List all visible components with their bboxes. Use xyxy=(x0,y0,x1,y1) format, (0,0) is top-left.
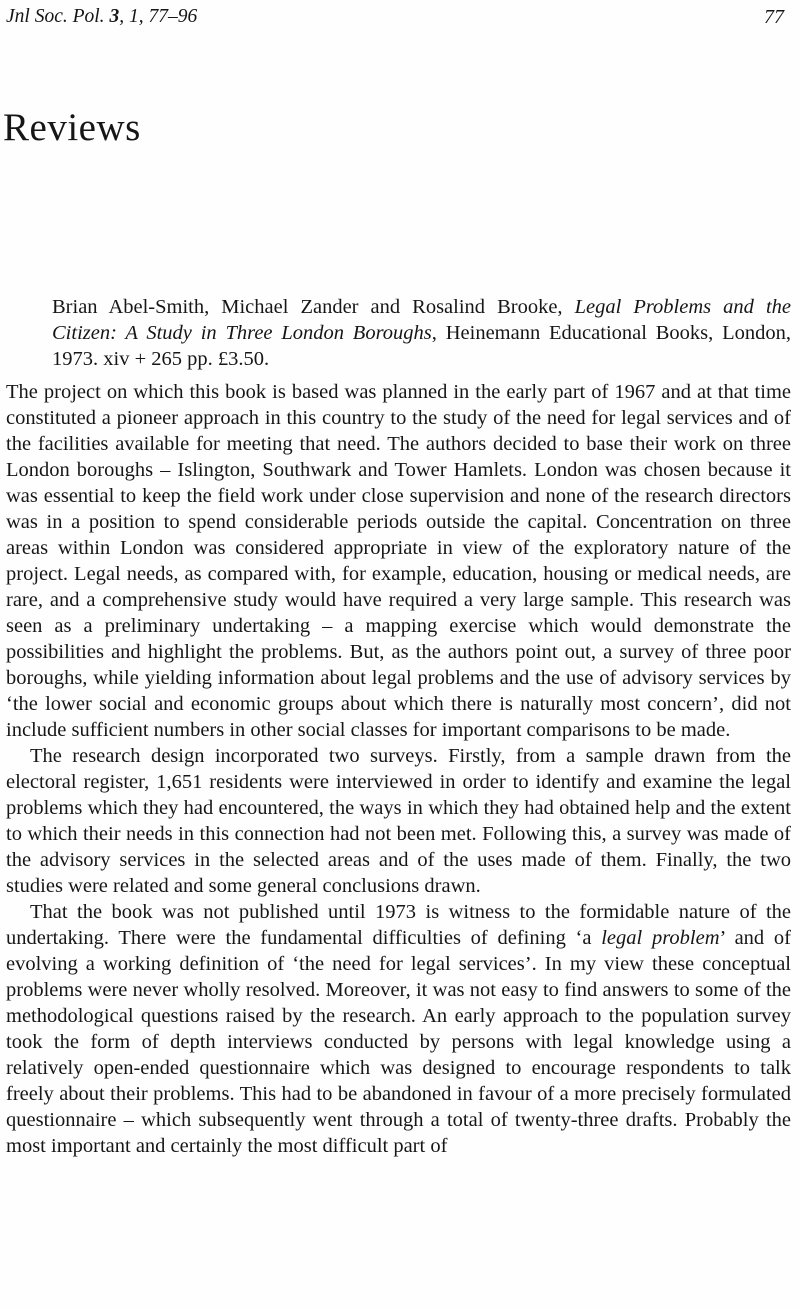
review-paragraph-2: The research design incorporated two surveys. Firstly, from a sample drawn from the electoral register, 1,651 residents were interviewed in order to identify and examine the legal problems which they had encountered, the ways in which they had obtained help and the extent to which their needs in this connection had not been met. Following this, a survey was made of the advisory services in the selected areas and of the uses made of them. Finally, the two studies were related and some general conclusions drawn. xyxy=(6,744,791,897)
book-citation xyxy=(52,294,791,372)
journal-reference xyxy=(6,5,197,29)
page-number: 77 xyxy=(764,6,784,28)
section-title: Reviews xyxy=(3,106,141,149)
journal-ref-prefix: Jnl Soc. Pol. xyxy=(6,6,110,27)
book-review xyxy=(0,294,800,1159)
review-paragraph-1: The project on which this book is based was planned in the early part of 1967 and at that time constituted a pioneer approach in this country to the study of the need for legal services and of the facilities available for meeting that need. The authors decided to base their work on three London boroughs – Islington, Southwark and Tower Hamlets. London was chosen because it was essential to keep the field work under close supervision and none of the research directors was in a position to spend considerable periods outside the capital. Concentration on three areas within London was considered appropriate in view of the exploratory nature of the project. Legal needs, as compared with, for example, education, housing or medical needs, are rare, and a comprehensive study would have required a very large sample. This research was seen as a preliminary undertaking – a mapping exercise which would demonstrate the possibilities and highlight the problems. But, as the authors point out, a survey of three poor boroughs, while yielding information about legal problems and the use of advisory services by ‘the lower social and economic groups about which there is naturally most concern’, did not include sufficient numbers in other social classes for important comparisons to be made. xyxy=(6,380,791,741)
citation-publication: , Heinemann Educational Books, London, 1973. xiv + 265 pp. £3.50. xyxy=(52,321,791,370)
journal-ref-suffix: , 1, 77–96 xyxy=(119,6,198,27)
citation-book-title: Legal Problems and the Citizen: A Study in Three London Boroughs xyxy=(52,295,791,344)
citation-authors: Brian Abel-Smith, Michael Zander and Rosalind Brooke, xyxy=(52,295,575,318)
review-paragraph-3 xyxy=(6,899,791,1159)
page-header xyxy=(0,0,800,29)
journal-volume: 3 xyxy=(109,6,120,27)
paragraph-italic-phrase: legal problem xyxy=(601,926,720,949)
paragraph-text: That the book was not published until 1973 is witness to the formidable nature of the undertaking. There were the fundamental difficulties of defining ‘a xyxy=(6,900,791,949)
paragraph-text: ’ and of evolving a working definition of ‘the need for legal services’. In my view these conceptual problems were never wholly resolved. Moreover, it was not easy to find answers to some of the methodological questions raised by the research. An early approach to the population survey took the form of depth interviews conducted by persons with legal knowledge using a relatively open-ended questionnaire which was designed to encourage respondents to talk freely about their problems. This had to be abandoned in favour of a more precisely formulated questionnaire – which subsequently went through a total of twenty-three drafts. Probably the most important and certainly the most difficult part of xyxy=(6,926,791,1157)
